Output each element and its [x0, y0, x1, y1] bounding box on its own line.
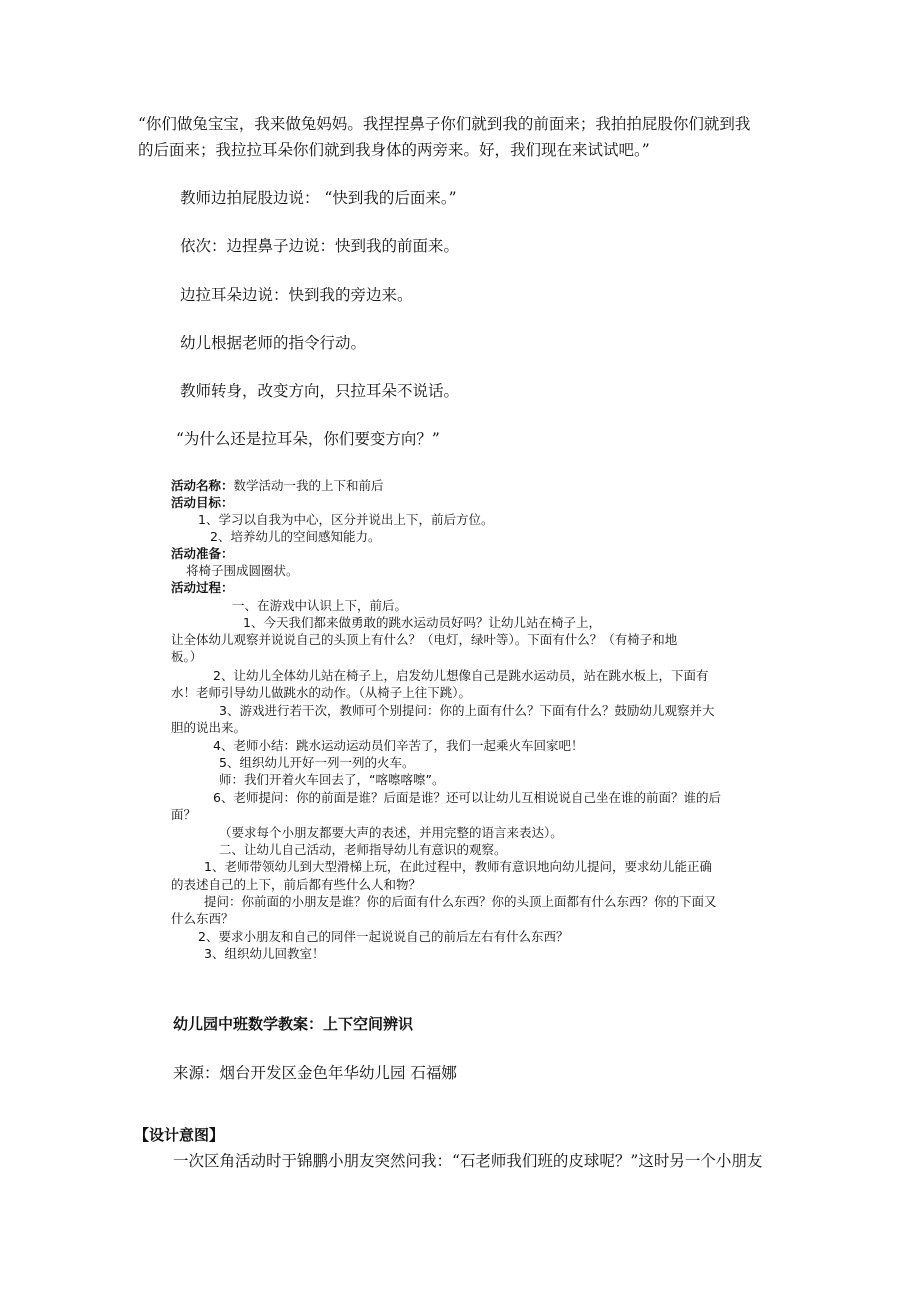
design-heading: 【设计意图】 [134, 1126, 225, 1144]
intro-paragraph: “为什么还是拉耳朵，你们要变方向？” [176, 430, 440, 448]
intro-quote-line2: 的后面来；我拉拉耳朵你们就到我身体的两旁来。好，我们现在来试试吧。” [138, 141, 650, 159]
process-line: （要求每个小朋友都要大声的表述，并用完整的语言来表达）。 [219, 825, 563, 840]
process-line: 3、组织幼儿回教室！ [204, 946, 325, 961]
process-line: 师：我们开着火车回去了，“喀嚓喀嚓”。 [219, 772, 445, 787]
intro-paragraph: 依次：边捏鼻子边说：快到我的前面来。 [180, 237, 460, 255]
lesson-title: 幼儿园中班数学教案：上下空间辨识 [173, 1015, 414, 1033]
intro-paragraph: 教师边拍屁股边说： “快到我的后面来。” [180, 189, 457, 207]
process-line: 2、要求小朋友和自己的同伴一起说说自己的前后左右有什么东西？ [198, 929, 569, 944]
process-line: 二、让幼儿自己活动，老师指导幼儿有意识的观察。 [219, 842, 507, 857]
process-line: 一、在游戏中认识上下，前后。 [232, 598, 408, 613]
lesson-name-label: 活动名称： [171, 478, 234, 493]
intro-paragraph: 边拉耳朵边说：快到我的旁边来。 [180, 286, 413, 304]
process-line: 胆的说出来。 [171, 720, 247, 735]
process-line: 什么东西？ [171, 911, 234, 926]
process-line: 1、老师带领幼儿到大型滑梯上玩，在此过程中，教师有意识地向幼儿提问，要求幼儿能正确 [204, 859, 712, 874]
source-line: 来源：烟台开发区金色年华幼儿园 石福娜 [173, 1064, 457, 1082]
design-paragraph: 一次区角活动时于锦鹏小朋友突然问我：“石老师我们班的皮球呢？”这时另一个小朋友 [173, 1152, 763, 1170]
lesson-process-label: 活动过程： [171, 580, 234, 595]
lesson-goal-item: 1、学习以自我为中心，区分并说出上下，前后方位。 [198, 512, 494, 527]
process-line: 面？ [171, 807, 197, 822]
lesson-prep-item: 将椅子围成圆圈状。 [186, 563, 299, 578]
process-line: 1、今天我们都来做勇敢的跳水运动员好吗？让幼儿站在椅子上， [243, 615, 601, 630]
process-line: 板。） [171, 649, 203, 664]
process-line: 2、让幼儿全体幼儿站在椅子上，启发幼儿想像自己是跳水运动员，站在跳水板上，下面有 [213, 668, 709, 683]
process-line: 6、老师提问：你的前面是谁？后面是谁？还可以让幼儿互相说说自己坐在谁的前面？谁的后 [213, 790, 721, 805]
process-line: 的表述自己的上下，前后都有些什么人和物？ [171, 877, 422, 892]
intro-quote-line1: “你们做兔宝宝，我来做兔妈妈。我捏捏鼻子你们就到我的前面来；我拍拍屁股你们就到我 [138, 115, 751, 133]
process-line: 3、游戏进行若干次，教师可个别提问：你的上面有什么？下面有什么？鼓励幼儿观察并大 [219, 703, 715, 718]
process-line: 5、组织幼儿开好一列一列的火车。 [219, 755, 415, 770]
process-line: 提问：你前面的小朋友是谁？你的后面有什么东西？你的头顶上面都有什么东西？你的下面又 [204, 894, 717, 909]
process-line: 4、老师小结：跳水运动运动员们辛苦了，我们一起乘火车回家吧！ [213, 738, 584, 753]
process-line: 水！老师引导幼儿做跳水的动作。（从椅子上往下跳）。 [171, 685, 472, 700]
lesson-goal-item: 2、培养幼儿的空间感知能力。 [210, 529, 381, 544]
intro-paragraph: 教师转身，改变方向，只拉耳朵不说话。 [180, 382, 460, 400]
lesson-prep-label: 活动准备： [171, 546, 234, 561]
lesson-name-value: 数学活动一我的上下和前后 [233, 478, 384, 493]
lesson-name-row [171, 477, 384, 494]
process-line: 让全体幼儿观察并说说自己的头顶上有什么？（电灯，绿叶等）。下面有什么？（有椅子和地 [171, 632, 678, 647]
intro-paragraph: 幼儿根据老师的指令行动。 [180, 334, 367, 352]
lesson-goal-label: 活动目标： [171, 495, 234, 510]
